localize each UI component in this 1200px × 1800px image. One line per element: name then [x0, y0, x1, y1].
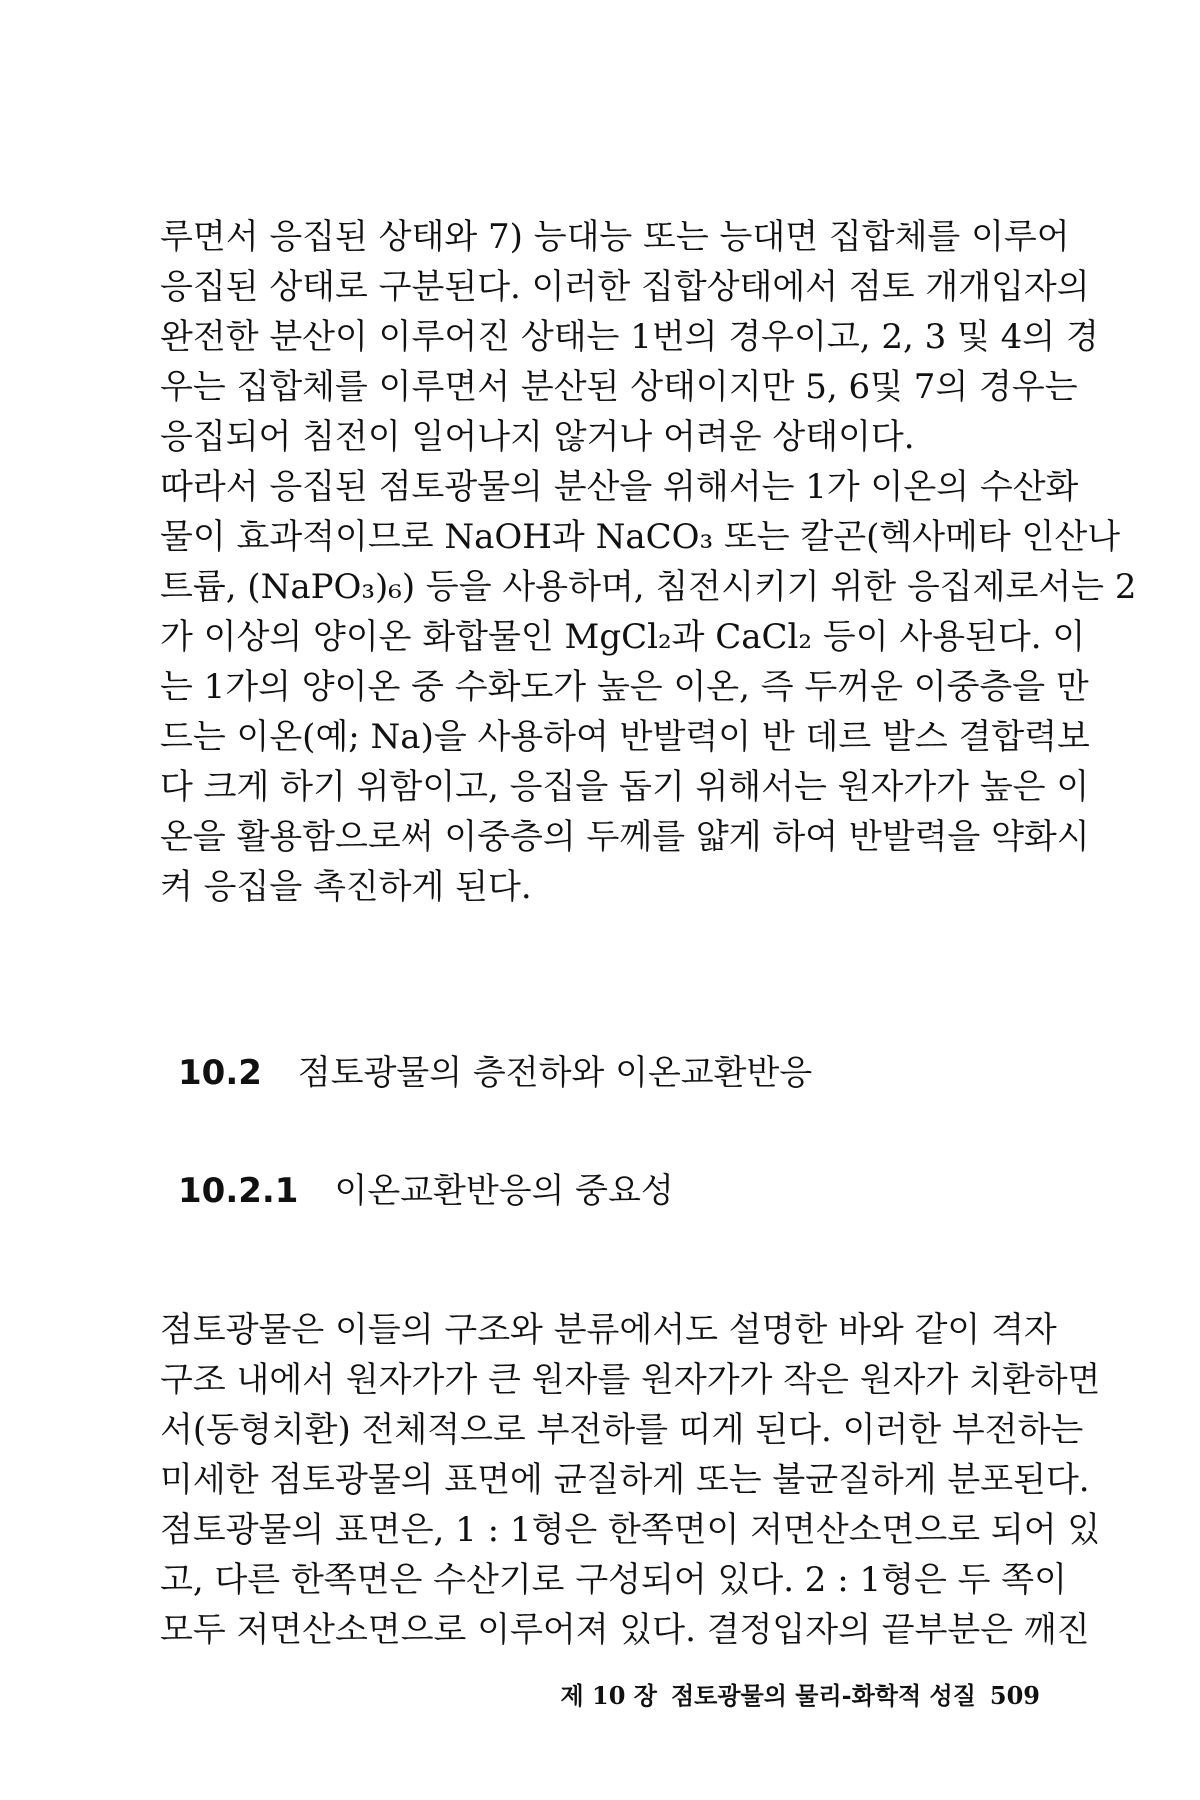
body-text-line: 우는 집합체를 이루면서 분산된 상태이지만 5, 6및 7의 경우는: [160, 367, 1078, 407]
body-text-line: 드는 이온(예; Na)을 사용하여 반발력이 반 데르 발스 결합력보: [160, 717, 1090, 757]
body-text-line: 응집된 상태로 구분된다. 이러한 집합상태에서 점토 개개입자의: [160, 267, 1090, 307]
page-number: 509: [989, 1681, 1040, 1710]
footer-chapter-title: 점토광물의 물리-화학적 성질: [671, 1681, 976, 1710]
running-footer: [500, 1681, 1040, 1711]
footer-chapter: 제 10 장: [560, 1681, 657, 1710]
body-text-line: 응집되어 침전이 일어나지 않거나 어려운 상태이다.: [160, 417, 915, 457]
subsection-title: 이온교환반응의 중요성: [334, 1171, 674, 1211]
body-text-line: 모두 저면산소면으로 이루어져 있다. 결정입자의 끝부분은 깨진: [160, 1610, 1090, 1650]
body-text-line: 가 이상의 양이온 화합물인 MgCl₂과 CaCl₂ 등이 사용된다. 이: [160, 617, 1086, 657]
body-text-line: 켜 응집을 촉진하게 된다.: [160, 867, 532, 907]
body-text-line: 고, 다른 한쪽면은 수산기로 구성되어 있다. 2 : 1형은 두 쪽이: [160, 1560, 1067, 1600]
body-text-line: 루면서 응집된 상태와 7) 능대능 또는 능대면 집합체를 이루어: [160, 217, 1070, 257]
body-text-line: 다 크게 하기 위함이고, 응집을 돕기 위해서는 원자가가 높은 이: [160, 767, 1090, 807]
body-text-line: 점토광물은 이들의 구조와 분류에서도 설명한 바와 같이 격자: [160, 1310, 1057, 1350]
subsection-heading: [178, 1170, 674, 1212]
section-heading: [178, 1052, 812, 1094]
body-text-line: 물이 효과적이므로 NaOH과 NaCO₃ 또는 칼곤(헥사메타 인산나: [160, 517, 1121, 557]
body-text-line: 미세한 점토광물의 표면에 균질하게 또는 불균질하게 분포된다.: [160, 1460, 1090, 1500]
body-text-line: 서(동형치환) 전체적으로 부전하를 띠게 된다. 이러한 부전하는: [160, 1410, 1084, 1450]
section-number: 10.2: [178, 1053, 262, 1093]
body-text-line: 구조 내에서 원자가가 큰 원자를 원자가가 작은 원자가 치환하면: [160, 1360, 1101, 1400]
body-text-line: 점토광물의 표면은, 1 : 1형은 한쪽면이 저면산소면으로 되어 있: [160, 1510, 1101, 1550]
body-text-line: 는 1가의 양이온 중 수화도가 높은 이온, 즉 두꺼운 이중층을 만: [160, 667, 1089, 707]
body-text-line: 완전한 분산이 이루어진 상태는 1번의 경우이고, 2, 3 및 4의 경: [160, 317, 1099, 357]
body-text-line: 온을 활용함으로써 이중층의 두께를 얇게 하여 반발력을 약화시: [160, 817, 1090, 857]
section-title: 점토광물의 층전하와 이온교환반응: [297, 1053, 813, 1093]
body-text-line: 따라서 응집된 점토광물의 분산을 위해서는 1가 이온의 수산화: [160, 467, 1079, 507]
subsection-number: 10.2.1: [178, 1171, 299, 1211]
body-text-line: 트륨, (NaPO₃)₆) 등을 사용하며, 침전시키기 위한 응집제로서는 2: [160, 567, 1137, 607]
